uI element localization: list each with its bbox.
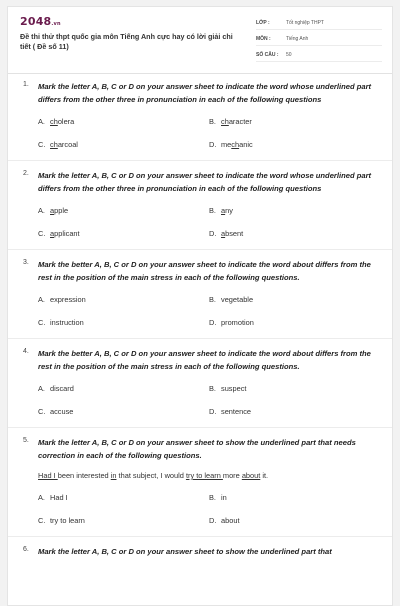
question-number: 2. — [23, 170, 29, 177]
option-underlined: a — [221, 206, 226, 215]
option-text: promotion — [221, 318, 254, 327]
question-number: 1. — [23, 81, 29, 88]
option-letter: A. — [38, 493, 45, 502]
underlined-part: try to learn — [185, 471, 223, 480]
header-divider — [8, 73, 392, 74]
option-text-rest: ny — [225, 206, 233, 215]
answer-option[interactable] — [38, 383, 209, 395]
question-item — [8, 170, 392, 240]
meta-row-class — [256, 17, 382, 30]
option-letter: D. — [209, 516, 217, 525]
meta-row-subject — [256, 33, 382, 46]
option-underlined: a — [50, 206, 55, 215]
option-text: instruction — [50, 318, 84, 327]
answer-option[interactable] — [38, 294, 209, 306]
exam-meta — [256, 17, 382, 65]
option-letter: C. — [38, 229, 46, 238]
meta-value: Tiếng Anh — [286, 36, 309, 42]
question-text: Mark the letter A, B, C or D on your answer sheet to indicate the word whose underlined part differs from the other three in pronunciation in each of the following questions — [38, 82, 372, 104]
question-text: Mark the better A, B, C or D on your answer sheet to indicate the word about differs from the rest in the position of the main stress in each of the following questions. — [38, 349, 371, 371]
option-text: me — [221, 140, 232, 149]
option-underlined: ch — [50, 140, 58, 149]
exam-page — [7, 6, 393, 606]
meta-value: 50 — [286, 52, 292, 58]
answer-option[interactable] — [209, 406, 380, 418]
option-letter: B. — [209, 117, 216, 126]
option-underlined: ch — [221, 117, 229, 126]
question-divider — [8, 427, 392, 428]
answer-option[interactable] — [38, 492, 209, 504]
answer-option[interactable] — [38, 139, 209, 151]
option-text-rest: arcoal — [57, 140, 78, 149]
answer-option[interactable] — [38, 406, 209, 418]
option-text-rest: bsent — [225, 229, 244, 238]
underlined-part: in — [110, 471, 117, 480]
answer-option[interactable] — [38, 205, 209, 217]
meta-label: SỐ CÂU : — [256, 52, 279, 58]
option-text: suspect — [221, 384, 247, 393]
exam-header — [8, 7, 392, 69]
option-text: discard — [50, 384, 74, 393]
option-underlined: a — [50, 229, 55, 238]
option-text: accuse — [50, 407, 74, 416]
answer-option[interactable] — [209, 205, 380, 217]
answer-option[interactable] — [209, 317, 380, 329]
option-letter: C. — [38, 140, 46, 149]
logo-suffix: .vn — [51, 21, 61, 27]
answer-options — [38, 116, 378, 151]
answer-option[interactable] — [209, 294, 380, 306]
option-letter: B. — [209, 206, 216, 215]
question-text: Mark the better A, B, C or D on your answer sheet to indicate the word about differs from the rest in the position of the main stress in each of the following questions. — [38, 260, 371, 282]
option-text-rest: pplicant — [54, 229, 80, 238]
option-letter: A. — [38, 295, 45, 304]
question-sentence — [38, 470, 378, 482]
document-title: Đề thi thử thpt quốc gia môn Tiếng Anh cực hay có lời giải chi tiết ( Đề số 11) — [20, 32, 233, 51]
answer-options — [38, 383, 378, 418]
question-item — [8, 437, 392, 527]
answer-option[interactable] — [209, 492, 380, 504]
meta-label: LỚP : — [256, 20, 270, 26]
question-divider — [8, 338, 392, 339]
question-item — [8, 546, 392, 559]
option-letter: C. — [38, 516, 46, 525]
option-text: about — [221, 516, 240, 525]
question-divider — [8, 160, 392, 161]
sentence-text: more — [222, 471, 242, 480]
option-text-rest: anic — [239, 140, 253, 149]
sentence-text: it. — [260, 471, 269, 480]
question-text: Mark the letter A, B, C or D on your answer sheet to show the underlined part that needs correction in each of the following questions. — [38, 438, 356, 460]
underlined-part: about — [241, 471, 261, 480]
option-text: sentence — [221, 407, 251, 416]
option-text-rest: pple — [54, 206, 69, 215]
option-text-rest: aracter — [228, 117, 252, 126]
underlined-part: Had I — [38, 471, 58, 480]
question-text: Mark the letter A, B, C or D on your answer sheet to indicate the word whose underlined part differs from the other three in pronunciation in each of the following questions — [38, 171, 372, 193]
option-text: Had I — [50, 493, 68, 502]
option-letter: B. — [209, 493, 216, 502]
option-underlined: ch — [50, 117, 58, 126]
meta-value: Tốt nghiệp THPT — [286, 20, 324, 26]
question-number: 4. — [23, 348, 29, 355]
option-letter: D. — [209, 140, 217, 149]
answer-option[interactable] — [209, 383, 380, 395]
option-text: expression — [50, 295, 86, 304]
answer-option[interactable] — [209, 139, 380, 151]
option-underlined: a — [221, 229, 226, 238]
option-letter: B. — [209, 384, 216, 393]
answer-option[interactable] — [209, 228, 380, 240]
answer-option[interactable] — [38, 317, 209, 329]
option-text: try to learn — [50, 516, 85, 525]
option-letter: A. — [38, 384, 45, 393]
answer-option[interactable] — [38, 515, 209, 527]
question-number: 6. — [23, 546, 29, 553]
option-text: in — [221, 493, 227, 502]
answer-options — [38, 294, 378, 329]
option-letter: C. — [38, 407, 46, 416]
sentence-text: that subject, I would — [116, 471, 186, 480]
option-letter: B. — [209, 295, 216, 304]
option-letter: D. — [209, 318, 217, 327]
option-letter: A. — [38, 117, 45, 126]
question-number: 3. — [23, 259, 29, 266]
option-letter: D. — [209, 229, 217, 238]
answer-option[interactable] — [38, 116, 209, 128]
answer-option[interactable] — [38, 228, 209, 240]
question-item — [8, 259, 392, 329]
question-item — [8, 348, 392, 418]
question-number: 5. — [23, 437, 29, 444]
option-letter: A. — [38, 206, 45, 215]
option-letter: D. — [209, 407, 217, 416]
question-list — [8, 81, 392, 559]
answer-options — [38, 492, 378, 527]
question-divider — [8, 536, 392, 537]
answer-option[interactable] — [209, 515, 380, 527]
question-item — [8, 81, 392, 151]
option-letter: C. — [38, 318, 46, 327]
meta-label: MÔN : — [256, 36, 271, 42]
question-divider — [8, 249, 392, 250]
answer-options — [38, 205, 378, 240]
meta-row-count — [256, 49, 382, 62]
question-text: Mark the letter A, B, C or D on your answer sheet to show the underlined part that — [38, 547, 332, 556]
option-text: vegetable — [221, 295, 254, 304]
option-underlined: ch — [231, 140, 240, 149]
answer-option[interactable] — [209, 116, 380, 128]
option-text-rest: olera — [57, 117, 75, 126]
logo-text: 2048 — [20, 15, 52, 28]
sentence-text: been interested — [57, 471, 111, 480]
